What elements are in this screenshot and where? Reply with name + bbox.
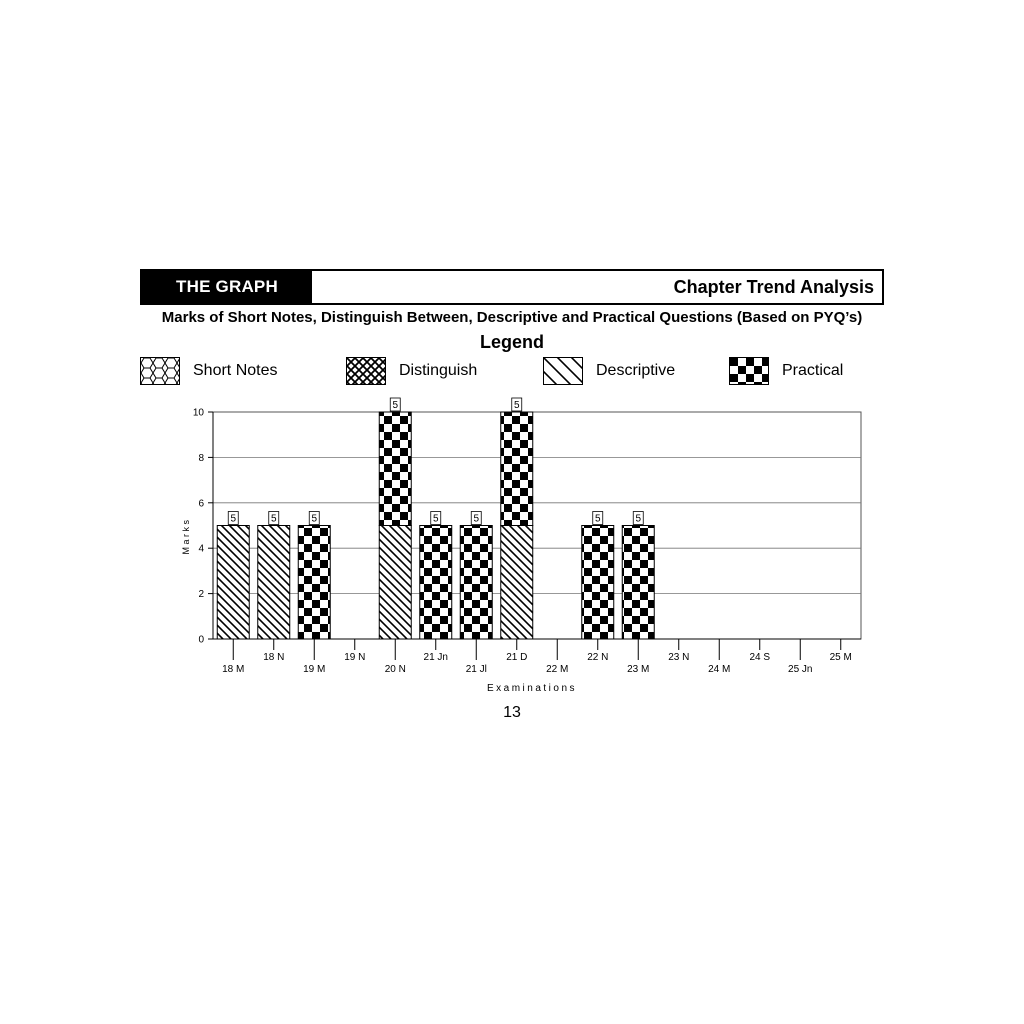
x-tick-label: 19 N: [344, 652, 366, 663]
bar-descriptive: [501, 526, 533, 640]
legend-label: Practical: [782, 362, 844, 379]
y-tick-label: 2: [198, 589, 204, 601]
legend-label: Descriptive: [596, 362, 676, 379]
bar-practical: [582, 526, 614, 640]
x-tick-label: 23 M: [627, 664, 650, 675]
data-label: 5: [473, 513, 480, 525]
x-tick-label: 21 Jl: [465, 664, 487, 675]
data-label: 5: [311, 513, 318, 525]
y-axis-label: Marks: [181, 517, 191, 555]
legend-label: Distinguish: [399, 362, 478, 379]
x-tick-label: 23 N: [668, 652, 690, 663]
data-label: 5: [392, 400, 399, 411]
bar-practical: [460, 526, 492, 640]
data-label: 5: [230, 513, 237, 525]
bar-descriptive: [379, 526, 411, 640]
x-tick-label: 21 D: [506, 652, 528, 663]
x-axis-label: Examinations: [486, 683, 578, 694]
bar-descriptive: [258, 526, 290, 640]
data-label: 5: [635, 513, 642, 525]
x-tick-label: 22 N: [587, 652, 609, 663]
y-tick-label: 8: [198, 452, 204, 464]
x-tick-label: 18 N: [263, 652, 285, 663]
y-tick-label: 0: [198, 634, 204, 646]
bar-practical: [298, 526, 330, 640]
data-label: 5: [432, 513, 439, 525]
x-tick-label: 18 M: [222, 664, 245, 675]
legend-label: Short Notes: [193, 362, 278, 379]
x-tick-label: 22 M: [546, 664, 569, 675]
y-tick-label: 6: [198, 498, 204, 510]
chapter-title: Chapter Trend Analysis: [673, 276, 874, 297]
data-label: 5: [513, 400, 520, 411]
data-label: 5: [594, 513, 601, 525]
x-tick-label: 20 N: [384, 664, 406, 675]
x-tick-label: 24 S: [749, 652, 771, 663]
data-label: 5: [270, 513, 277, 525]
chart-subtitle: Marks of Short Notes, Distinguish Between, Descriptive and Practical Questions (Based on PYQ’s): [161, 309, 863, 326]
y-tick-label: 10: [192, 407, 204, 419]
x-tick-label: 24 M: [708, 664, 731, 675]
bar-practical: [501, 412, 533, 526]
chart-bars: [217, 398, 654, 639]
bar-descriptive: [217, 526, 249, 640]
page-number: 13: [503, 704, 521, 721]
x-tick-label: 25 M: [829, 652, 852, 663]
bar-practical: [420, 526, 452, 640]
section-title: THE GRAPH: [176, 277, 278, 296]
bar-practical: [379, 412, 411, 526]
y-tick-label: 4: [198, 543, 204, 555]
bar-practical: [622, 526, 654, 640]
x-tick-label: 21 Jn: [423, 652, 448, 663]
legend-title: Legend: [479, 332, 544, 352]
x-tick-label: 25 Jn: [788, 664, 813, 675]
x-tick-label: 19 M: [303, 664, 326, 675]
